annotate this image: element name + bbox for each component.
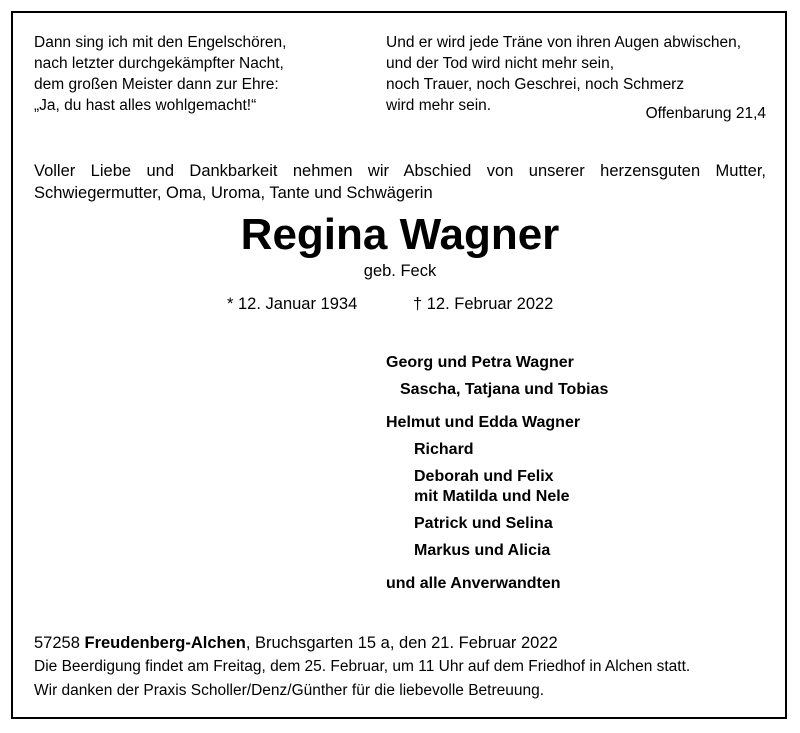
address-line	[34, 632, 558, 654]
poem-left	[34, 32, 286, 116]
postcode: 57258	[34, 634, 80, 652]
poem-right-line: noch Trauer, noch Geschrei, noch Schmerz	[386, 76, 685, 93]
mourner-family-1-children: Sascha, Tatjana und Tobias	[400, 381, 609, 398]
mourner-family-2-child: Markus und Alicia	[414, 542, 551, 559]
verse-reference: Offenbarung 21,4	[645, 105, 766, 122]
poem-left-line: dem großen Meister dann zur Ehre:	[34, 76, 279, 93]
poem-right-line: Und er wird jede Träne von ihren Augen abwischen,	[386, 34, 741, 51]
mourner-family-1: Georg und Petra Wagner	[386, 354, 574, 371]
mourner-family-2-child: Deborah und Felix	[414, 468, 554, 485]
address-date: , Bruchsgarten 15 a, den 21. Februar 2022	[245, 634, 558, 652]
intro-text: Voller Liebe und Dankbarkeit nehmen wir Abschied von unserer herzensguten Mutter, Schwiegermutter, Oma, Uroma, Tante und Schwägerin	[34, 162, 766, 202]
mourner-family-2: Helmut und Edda Wagner	[386, 414, 581, 431]
mourner-others: und alle Anverwandten	[386, 575, 561, 592]
poem-left-line: nach letzter durchgekämpfter Nacht,	[34, 55, 284, 72]
mourner-family-2-child: mit Matilda und Nele	[414, 488, 570, 505]
birth-date: * 12. Januar 1934	[227, 295, 358, 313]
poem-left-line: Dann sing ich mit den Engelschören,	[34, 34, 287, 51]
poem-right-line: wird mehr sein.	[386, 97, 492, 114]
city: Freudenberg-Alchen	[84, 634, 246, 652]
maiden-name: geb. Feck	[363, 262, 437, 280]
mourner-family-2-child: Patrick und Selina	[414, 515, 553, 532]
funeral-info: Die Beerdigung findet am Freitag, dem 25. Februar, um 11 Uhr auf dem Friedhof in Alchen statt.	[34, 658, 691, 675]
poem-right-line: und der Tod wird nicht mehr sein,	[386, 55, 615, 72]
mourner-family-2-child: Richard	[414, 441, 474, 458]
deceased-name: Regina Wagner	[240, 210, 560, 259]
thanks-note: Wir danken der Praxis Scholler/Denz/Günther für die liebevolle Betreuung.	[34, 682, 545, 699]
death-date: † 12. Februar 2022	[413, 295, 554, 313]
poem-left-line: „Ja, du hast alles wohlgemacht!“	[34, 97, 257, 114]
